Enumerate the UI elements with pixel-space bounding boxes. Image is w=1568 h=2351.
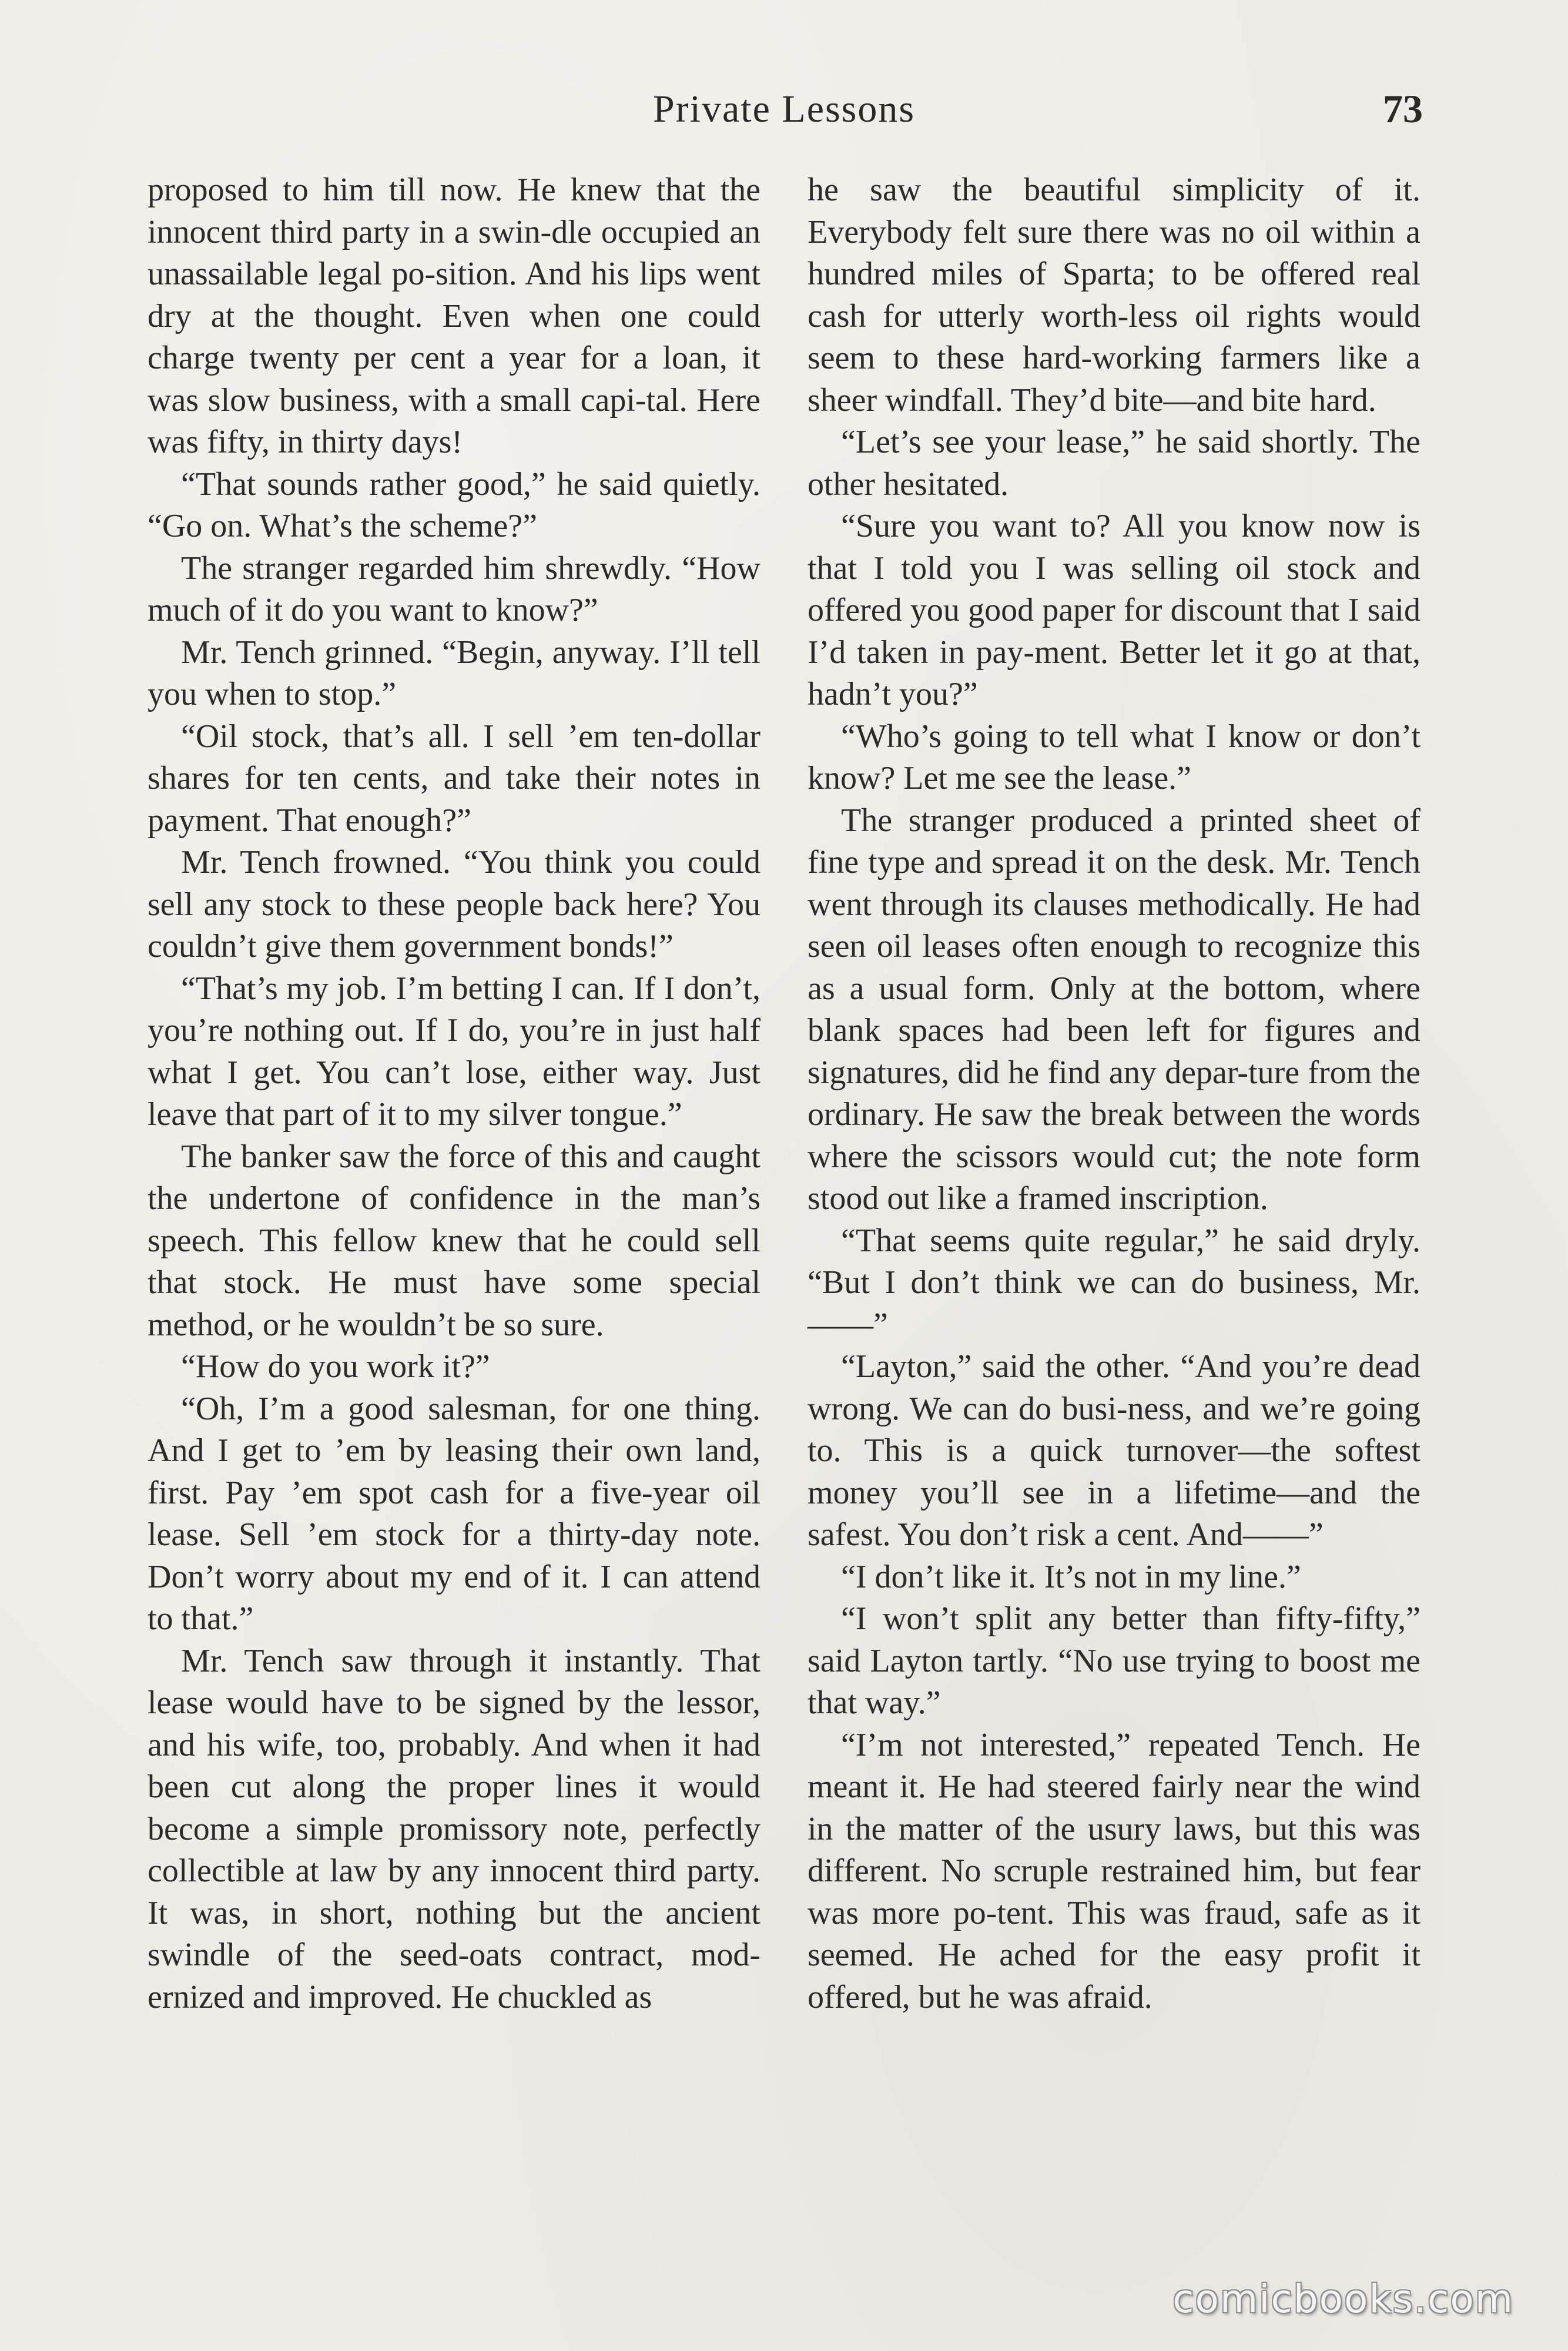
paragraph: The stranger produced a printed sheet of fine type and spread it on the desk. Mr. Tench went through its clauses methodically. He had seen oil leases often enough to recognize this as a usual form. Only at the bottom, where blank spaces had been left for figures and signatures, did he find any depar-ture from the ordinary. He saw the break between the words where the scissors would cut; the note form stood out like a framed inscription. (808, 802, 1420, 1217)
paragraph: “That seems quite regular,” he said dryly. “But I don’t think we can do business, Mr.——” (808, 1222, 1420, 1343)
paragraph: The stranger regarded him shrewdly. “How much of it do you want to know?” (148, 550, 760, 628)
paragraph: Mr. Tench saw through it instantly. That lease would have to be signed by the lessor, and his wife, too, probably. And when it had been cut along the proper lines it would become a simple promissory note, perfectly collectible at law by any innocent third party. It was, in short, nothing but the ancient swindle of the seed-oats contract, mod-ernized and improved. He chuckled as (148, 1642, 760, 2015)
paragraph: “I won’t split any better than fifty-fifty,” said Layton tartly. “No use trying to boost me that way.” (808, 1600, 1420, 1721)
paragraph: “I don’t like it. It’s not in my line.” (841, 1558, 1301, 1595)
right-column (808, 169, 1420, 2018)
paragraph: “How do you work it?” (181, 1348, 490, 1385)
paragraph: “Oh, I’m a good salesman, for one thing. And I get to ’em by leasing their own land, first. Pay ’em spot cash for a five-year oil lease. Sell ’em stock for a thirty-day note. Don’t worry about my end of it. I can attend to that.” (148, 1390, 760, 1637)
paragraph: “Oil stock, that’s all. I sell ’em ten-dollar shares for ten cents, and take their notes in payment. That enough?” (148, 718, 760, 839)
paragraph: he saw the beautiful simplicity of it. Everybody felt sure there was no oil within a hundred miles of Sparta; to be offered real cash for utterly worth-less oil rights would seem to these hard-working farmers like a sheer windfall. They’d bite—and bite hard. (808, 172, 1420, 418)
page-number: 73 (1383, 86, 1423, 131)
paragraph: “Who’s going to tell what I know or don’t know? Let me see the lease.” (808, 718, 1420, 796)
paragraph: “Layton,” said the other. “And you’re dead wrong. We can do busi-ness, and we’re going to. This is a quick turnover—the softest money you’ll see in a lifetime—and the safest. You don’t risk a cent. And——” (808, 1348, 1420, 1553)
paragraph: “Let’s see your lease,” he said shortly. The other hesitated. (808, 424, 1420, 503)
paragraph: “That’s my job. I’m betting I can. If I don’t, you’re nothing out. If I do, you’re in just half what I get. You can’t lose, either way. Just leave that part of it to my silver tongue.” (148, 970, 760, 1133)
paragraph: Mr. Tench frowned. “You think you could sell any stock to these people back here? You couldn’t give them government bonds!” (148, 844, 760, 964)
running-head (0, 82, 1568, 141)
running-title: Private Lessons (652, 88, 916, 130)
left-column (148, 169, 760, 2018)
paragraph: The banker saw the force of this and caught the undertone of confidence in the man’s speech. This fellow knew that he could sell that stock. He must have some special method, or he wouldn’t be so sure. (148, 1138, 760, 1343)
paragraph: Mr. Tench grinned. “Begin, anyway. I’ll tell you when to stop.” (148, 634, 760, 712)
site-watermark: comicbooks.com (1172, 2276, 1514, 2322)
paragraph: proposed to him till now. He knew that the innocent third party in a swin-dle occupied an unassailable legal po-sition. And his lips went dry at the thought. Even when one could charge twenty per cent a year for a loan, it was slow business, with a small capi-tal. Here was fifty, in thirty days! (148, 172, 760, 460)
paragraph: “I’m not interested,” repeated Tench. He meant it. He had steered fairly near the wind in the matter of the usury laws, but this was different. No scruple restrained him, but fear was more po-tent. This was fraud, safe as it seemed. He ached for the easy profit it offered, but he was afraid. (808, 1726, 1420, 2015)
paragraph: “Sure you want to? All you know now is that I told you I was selling oil stock and offered you good paper for discount that I said I’d taken in pay-ment. Better let it go at that, hadn’t you?” (808, 508, 1420, 712)
paragraph: “That sounds rather good,” he said quietly. “Go on. What’s the scheme?” (148, 465, 760, 544)
